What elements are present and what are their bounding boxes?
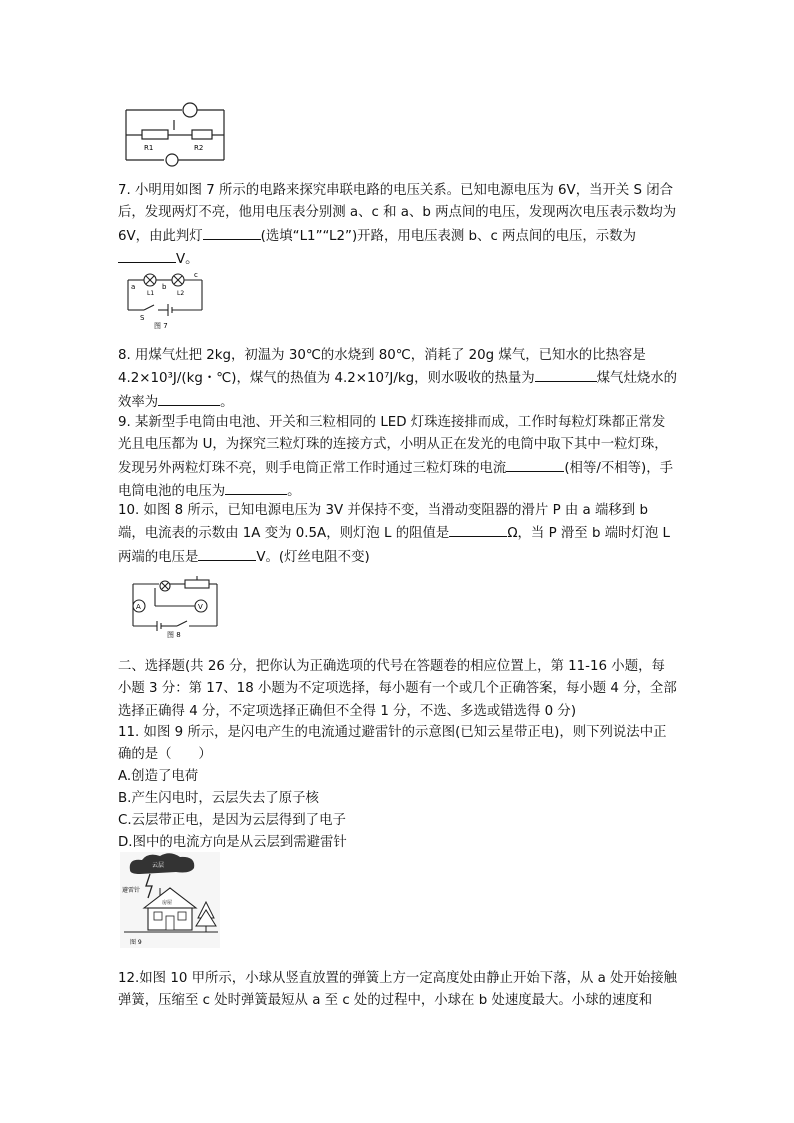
- figure-7: [122, 270, 212, 332]
- q8-text-1: 8. 用煤气灶把 2kg，初温为 30℃的水烧到 80℃，消耗了 20g 煤气，已知水的比热容是 4.2×10³J/(kg・℃)，煤气的热值为 4.2×10⁷J/kg，则水吸收的热量为: [118, 348, 646, 387]
- fig9-label-cloud: 云层: [152, 862, 165, 869]
- fig8-caption: 图 8: [167, 631, 181, 638]
- q11-option-c[interactable]: C.云层带正电，是因为云层得到了电子: [118, 813, 346, 828]
- fig9-caption: 图 9: [130, 939, 142, 946]
- q8-text-3: 。: [220, 394, 234, 410]
- q11-option-d[interactable]: D.图中的电流方向是从云层到需避雷针: [118, 835, 347, 850]
- fig7-caption: 图 7: [154, 322, 168, 330]
- q9-text-1: 9. 某新型手电筒由电池、开关和三粒相同的 LED 灯珠连接排而成，工作时每粒灯珠都正常发光且电压都为 U，为探究三粒灯珠的连接方式，小明从正在发光的电筒中取下其中一粒灯珠，发现另外两粒灯珠不亮，则手电筒正常工作时通过三粒灯珠的电流: [118, 415, 668, 476]
- fig7-label-b: b: [162, 283, 167, 291]
- q10-text-2: Ω，当 P 滑至 b 端时灯泡 L 两端的电压是: [118, 526, 670, 565]
- fig7-label-a: a: [131, 283, 136, 291]
- question-12: [118, 968, 678, 1013]
- section-2-instructions: [118, 656, 678, 723]
- q11-stem: 11. 如图 9 所示，是闪电产生的电流通过避雷针的示意图(已知云星带正电)，则下列说法中正确的是（ ）: [118, 725, 667, 763]
- q8-text-2: 煤气灶烧水的效率为: [118, 371, 678, 410]
- q9-blank-2[interactable]: [225, 480, 287, 495]
- label-r1: R1: [144, 144, 154, 152]
- q11-option-a[interactable]: A.创造了电荷: [118, 769, 199, 784]
- q8-blank-1[interactable]: [535, 367, 597, 382]
- fig8-label-ammeter: A: [136, 603, 141, 611]
- q12-stem: 12.如图 10 甲所示，小球从竖直放置的弹簧上方一定高度处由静止开始下落，从 a 处开始接触弹簧，压缩至 c 处时弹簧最短从 a 至 c 处的过程中，小球在 b 处速度最大。小球的速度和: [118, 971, 678, 1009]
- fig7-label-s: S: [140, 314, 145, 322]
- q7-text-2: (选填“L1”“L2”)开路，用电压表测 b、c 两点间的电压，示数为: [260, 228, 636, 244]
- fig9-label-rod: 避雷针: [122, 887, 141, 894]
- question-10: [118, 500, 678, 569]
- question-7: [118, 180, 678, 272]
- q7-blank-2[interactable]: [118, 248, 176, 263]
- q10-blank-1[interactable]: [449, 522, 507, 537]
- question-8: [118, 345, 678, 414]
- q7-text-1: 7. 小明用如图 7 所示的电路来探究串联电路的电压关系。已知电源电压为 6V，当开关 S 闭合后，发现两灯不亮，他用电压表分别测 a、c 和 a、b 两点间的电压，发现两次电压表示数均为 6V，由此判灯: [118, 183, 677, 244]
- q7-blank-1[interactable]: [203, 225, 261, 240]
- question-9: [118, 412, 678, 504]
- q11-option-b[interactable]: B.产生闪电时，云层失去了原子核: [118, 791, 319, 806]
- q8-blank-2[interactable]: [158, 391, 220, 406]
- section-2-text: 二、选择题(共 26 分，把你认为正确选项的代号在答题卷的相应位置上，第 11-16 小题，每小题 3 分：第 17、18 小题为不定项选择，每小题有一个或几个正确答案，每小题 4 分，全部选择正确得 4 分，不定项选择正确但不全得 1 分，不选、多选或错选得 0 分): [118, 659, 677, 719]
- fig7-label-l1: L1: [147, 290, 155, 297]
- figure-9: [120, 852, 220, 948]
- fig7-label-c: c: [194, 271, 198, 279]
- q9-blank-1[interactable]: [506, 457, 564, 472]
- fig8-label-voltmeter: V: [198, 603, 203, 611]
- q10-text-3: V。(灯丝电阻不变): [256, 549, 370, 565]
- q10-text-1: 10. 如图 8 所示，已知电源电压为 3V 并保持不变，当滑动变阻器的滑片 P 由 a 端移到 b 端，电流表的示数由 1A 变为 0.5A，则灯泡 L 的阻值是: [118, 503, 648, 542]
- label-r2: R2: [194, 144, 204, 152]
- figure-8: [125, 576, 225, 638]
- figure-top-circuit: [120, 98, 230, 168]
- q9-text-2: (相等/不相等)，手电筒电池的电压为: [118, 460, 674, 500]
- q9-text-3: 。: [287, 484, 301, 500]
- q7-text-3: V。: [176, 252, 199, 268]
- question-11: [118, 722, 678, 767]
- fig7-label-l2: L2: [177, 290, 185, 297]
- q10-blank-2[interactable]: [198, 546, 256, 561]
- fig9-label-house: 房屋: [162, 900, 173, 906]
